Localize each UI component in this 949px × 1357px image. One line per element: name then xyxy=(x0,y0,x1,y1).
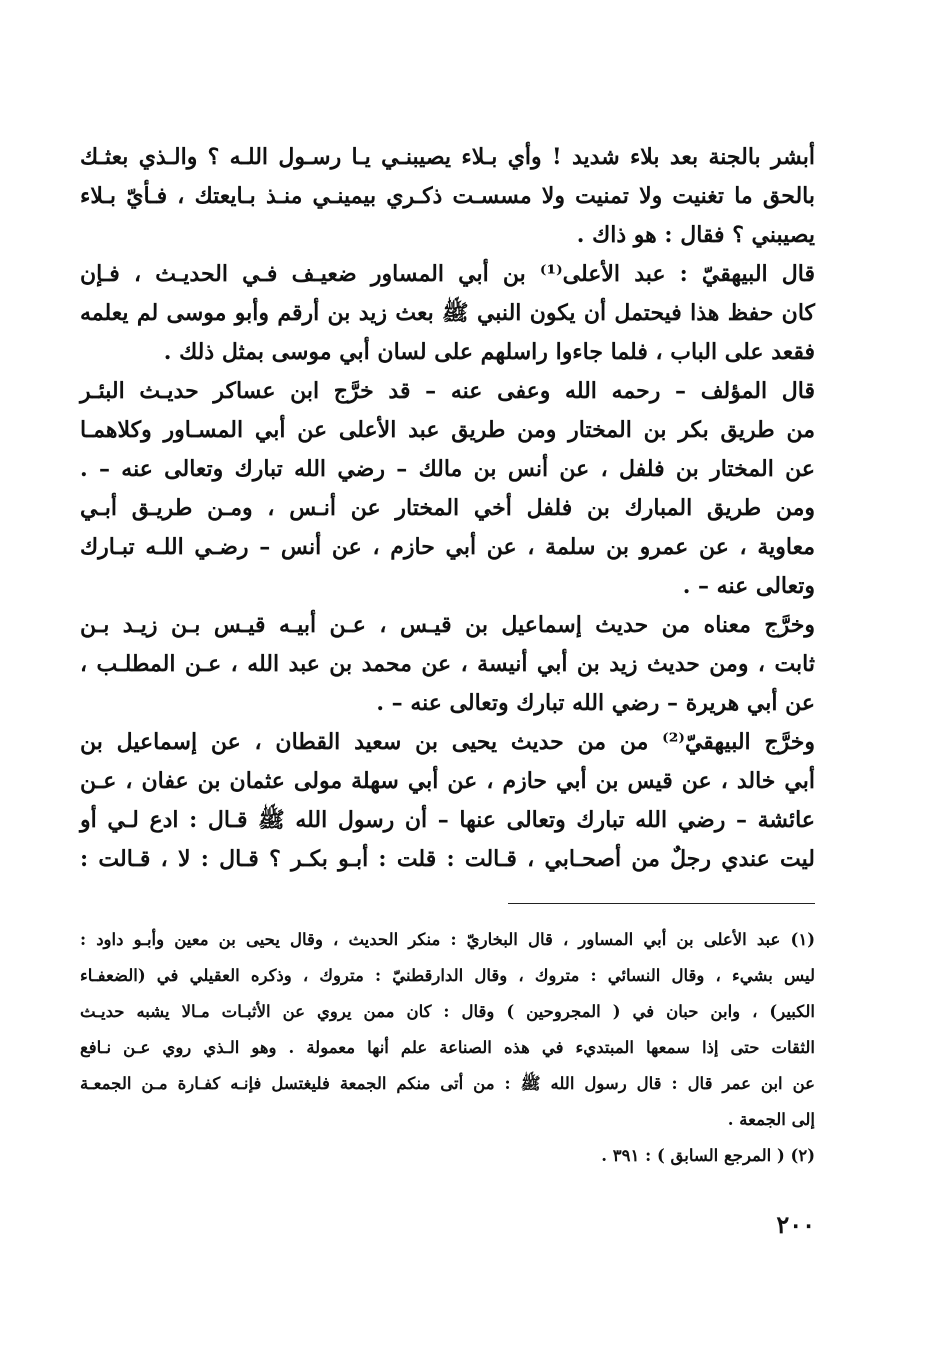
body-line: وخرَّج معناه من حديث إسماعيل بن قيـس ، عـن أبيـه قيـس بـن زيـد بـن xyxy=(80,612,815,638)
footnote-line: (١) عبد الأعلى بن أبي المساور ، قال البخاريّ : منكر الحديث ، وقال يحيى بن معين وأبـو داود : xyxy=(80,930,815,949)
footnote-line: ليس بشيء ، وقال النسائي : متروك ، وقال الدارقطنيّ : متروك ، وذكره العقيلي في (الضعفـاء xyxy=(80,966,815,985)
body-line: ليت عندي رجلٌ من أصحـابي ، قـالت : قلت : أبـو بكـر ؟ قـال : لا ، قـالت : xyxy=(80,846,815,872)
footnotes xyxy=(80,922,815,1174)
body-line: قال المؤلف – رحمه الله وعفى عنه – قد خرَّج ابن عساكر حديـث البئـر xyxy=(80,378,815,404)
body-line: يصيبني ؟ فقال : هو ذاك . xyxy=(576,222,815,248)
footnote-line: (٢) ( المرجع السابق ) : ٣٩١ . xyxy=(601,1146,815,1165)
body-line: ثابت ، ومن حديث زيد بن أبي أنيسة ، عن محمد بن عبد الله ، عـن المطلـب ، xyxy=(80,651,815,677)
body-line: من طريق بكر بن المختار ومن طريق عبد الأعلى عن أبي المسـاور وكلاهمـا xyxy=(80,417,815,443)
body-line: أبشر بالجنة بعد بلاء شديد ! وأي بـلاء يصيبنـي يـا رسـول اللـه ؟ والـذي بعثـك xyxy=(80,144,815,170)
body-line: عائشة – رضي الله تبارك وتعالى عنها – أن رسول الله ﷺ قـال : ادع لـي أو xyxy=(80,807,815,833)
body-line: عن المختار بن فلفل ، عن أنس بن مالك – رضي الله تبارك وتعالى عنه – . xyxy=(80,456,815,482)
body-line: أبي خالد ، عن قيس بن أبي حازم ، عن أبي سهلة مولى عثمان بن عفان ، عـن xyxy=(80,768,815,794)
body-line: وخرَّج البيهقيّ⁽²⁾ من من حديث يحيى بن سعيد القطان ، عن إسماعيل بن xyxy=(80,729,816,755)
page-number: ٢٠٠ xyxy=(776,1210,815,1239)
footnote-line: إلى الجمعة . xyxy=(727,1110,815,1129)
footnote-line: الكبير) ، وابن حبان في ( المجروحين ) وقال : كان ممن يروي عن الأثبـات مـالا يشبه حديـث xyxy=(80,1002,815,1021)
footnote-divider xyxy=(508,903,815,904)
body-line: عن أبي هريرة – رضي الله تبارك وتعالى عنه – . xyxy=(376,690,815,716)
footnote-line: عن ابن عمر قال : قال رسول الله ﷺ : من أتى منكم الجمعة فليغتسل فإنـه كفـارة مـن الجمعـة xyxy=(80,1074,815,1093)
body-line: قال البيهقيّ : عبد الأعلى⁽¹⁾ بن أبي المساور ضعيـف فـي الحديـث ، فـإن xyxy=(80,261,815,287)
body-line: فقعد على الباب ، فلما جاءوا راسلهم على لسان أبي موسى بمثل ذلك . xyxy=(163,339,815,365)
body-line: بالحق ما تغنيت ولا تمنيت ولا مسسـت ذكـري بيمينـي منـذ بـايعتك ، فـأيّ بـلاء xyxy=(80,183,815,209)
body-line: معاوية ، عن عمرو بن سلمة ، عن أبي حازم ، عن أنس – رضـي اللـه تبـارك xyxy=(80,534,815,560)
footnote-line: الثقات حتى إذا سمعها المبتديء في هذه الصناعة علم أنها معمولة . وهو الـذي روي عـن نـافع xyxy=(80,1038,815,1057)
body-line: ومن طريق المبارك بن فلفل أخي المختار عن أنـس ، ومـن طريـق أبـي xyxy=(80,495,815,521)
main-body-text xyxy=(80,138,815,879)
body-line: وتعالى عنه – . xyxy=(682,573,815,599)
body-line: كان حفظ هذا فيحتمل أن يكون النبي ﷺ بعث زيد بن أرقم وأبو موسى لم يعلمه xyxy=(80,300,815,326)
